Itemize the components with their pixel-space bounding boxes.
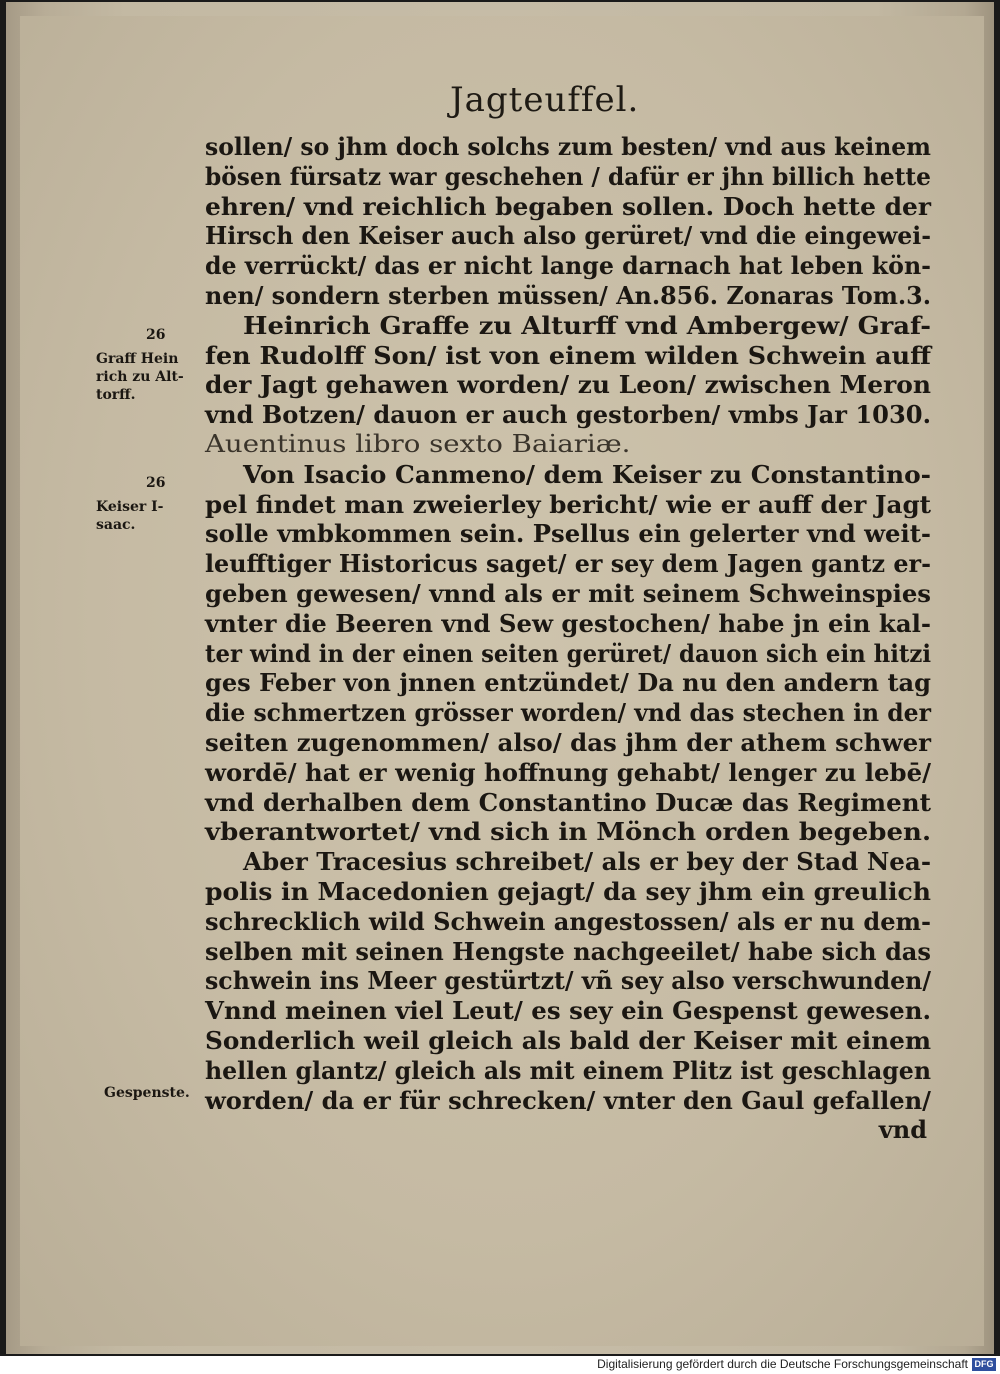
margin-note-line: Keiser I- xyxy=(96,499,164,515)
text-line-content: Sonderlich weil gleich als bald der Keiser mit einem xyxy=(205,1025,931,1055)
footer-bar xyxy=(0,1356,1000,1374)
text-line xyxy=(205,370,935,400)
text-line xyxy=(205,430,935,460)
text-line-content: polis in Macedonien gejagt/ da sey jhm ein greulich xyxy=(205,876,931,906)
text-line xyxy=(205,996,935,1026)
text-line xyxy=(205,847,935,877)
text-line-content: schwein ins Meer gestürtzt/ vñ sey also verschwunden/ xyxy=(205,966,931,996)
text-line-content: worden/ da er für schrecken/ vnter den Gaul gefallen/ xyxy=(205,1085,931,1115)
text-line xyxy=(205,549,935,579)
dfg-logo: DFG xyxy=(972,1358,996,1371)
text-line xyxy=(205,460,935,490)
text-line xyxy=(205,341,935,371)
text-line xyxy=(205,609,935,639)
text-line xyxy=(205,817,935,847)
text-line xyxy=(205,251,935,281)
margin-note-heinrich xyxy=(96,350,184,404)
text-line-content: bösen fürsatz war geschehen / dafür er jhn billich hette xyxy=(205,161,931,191)
footer-credit: Digitalisierung gefördert durch die Deutsche Forschungsgemeinschaft xyxy=(597,1357,968,1371)
body-text xyxy=(205,132,935,1145)
text-line xyxy=(205,1056,935,1086)
margin-note-line: saac. xyxy=(96,517,136,533)
text-line-content: Auentinus libro sexto Baiariæ. xyxy=(205,429,631,458)
text-line-content: wordē/ hat er wenig hoffnung gehabt/ lenger zu lebē/ xyxy=(205,757,931,787)
text-line-content: ges Feber von jnnen entzündet/ Da nu den andern tag xyxy=(205,668,931,698)
text-line xyxy=(205,221,935,251)
text-line xyxy=(205,728,935,758)
text-line-content: hellen glantz/ gleich als mit einem Plitz ist geschlagen xyxy=(205,1055,931,1085)
text-line-content: der Jagt gehawen worden/ zu Leon/ zwischen Meron xyxy=(205,370,931,400)
text-line xyxy=(205,966,935,996)
text-line-content: nen/ sondern sterben müssen/ An.856. Zonaras Tom.3. xyxy=(205,280,931,310)
text-line-content: Von Isacio Canmeno/ dem Keiser zu Constantino- xyxy=(243,459,931,489)
text-line-content: solle vmbkommen sein. Psellus ein gelerter vnd weit- xyxy=(205,519,931,549)
text-line-content: vberantwortet/ vnd sich in Mönch orden begeben. xyxy=(205,817,931,847)
text-line xyxy=(205,907,935,937)
text-line xyxy=(205,490,935,520)
text-line xyxy=(205,639,935,669)
text-line xyxy=(205,162,935,192)
margin-note-line: Gespenste. xyxy=(104,1085,190,1101)
margin-note-number: 26 xyxy=(146,327,166,343)
text-line xyxy=(205,519,935,549)
text-line xyxy=(205,877,935,907)
margin-note-line: torff. xyxy=(96,387,136,403)
text-line xyxy=(205,281,935,311)
text-line xyxy=(205,1086,935,1116)
text-line-content: vnd Botzen/ dauon er auch gestorben/ vmbs Jar 1030. xyxy=(205,400,931,430)
text-line xyxy=(205,192,935,222)
text-line xyxy=(205,758,935,788)
margin-note-line: Graff Hein xyxy=(96,351,179,367)
text-line-content: vnter die Beeren vnd Sew gestochen/ habe jn ein kal- xyxy=(205,608,931,638)
text-line xyxy=(205,937,935,967)
text-line xyxy=(205,698,935,728)
text-line-content: selben mit seinen Hengste nachgeeilet/ habe sich das xyxy=(205,936,931,966)
text-line: vnd xyxy=(878,1115,927,1145)
text-line-content: ter wind in der einen seiten gerüret/ dauon sich ein hitzi xyxy=(205,638,931,668)
text-line-content: die schmertzen grösser worden/ vnd das stechen in der xyxy=(205,698,931,728)
text-line-content: geben gewesen/ vnnd als er mit seinem Schweinspies xyxy=(205,578,931,608)
text-line-content: Vnnd meinen viel Leut/ es sey ein Gespenst gewesen. xyxy=(205,996,931,1026)
text-line xyxy=(205,1026,935,1056)
margin-note-isaac xyxy=(96,498,163,534)
text-line-content: Hirsch den Keiser auch also gerüret/ vnd die eingewei- xyxy=(205,221,931,251)
text-line xyxy=(205,579,935,609)
margin-note-line: rich zu Alt- xyxy=(96,369,184,385)
text-line xyxy=(205,311,935,341)
text-line-content: fen Rudolff Son/ ist von einem wilden Schwein auff xyxy=(205,340,932,370)
text-line-content: de verrückt/ das er nicht lange darnach hat leben kön- xyxy=(205,251,931,281)
text-line-content: leufftiger Historicus saget/ er sey dem Jagen gantz er- xyxy=(205,549,931,579)
text-line-content: seiten zugenommen/ also/ das jhm der athem schwer xyxy=(205,727,931,757)
text-line-content: Heinrich Graffe zu Alturff vnd Ambergew/ Graf- xyxy=(243,310,931,340)
margin-note-number: 26 xyxy=(146,475,166,491)
text-line-content: pel findet man zweierley bericht/ wie er auff der Jagt xyxy=(205,489,931,519)
text-line-content: vnd derhalben dem Constantino Ducæ das Regiment xyxy=(205,787,931,817)
running-title: Jagteuffel. xyxy=(450,80,640,120)
text-line xyxy=(205,400,935,430)
text-line-content: ehren/ vnd reichlich begaben sollen. Doch hette der xyxy=(205,191,931,221)
margin-note-gespenste xyxy=(104,1084,190,1102)
text-line xyxy=(205,132,935,162)
text-line-content: schrecklich wild Schwein angestossen/ als er nu dem- xyxy=(205,906,931,936)
text-line-content: Aber Tracesius schreibet/ als er bey der Stad Nea- xyxy=(243,847,931,877)
text-line-content: sollen/ so jhm doch solchs zum besten/ vnd aus keinem xyxy=(205,132,931,161)
text-line xyxy=(205,788,935,818)
text-line xyxy=(205,668,935,698)
